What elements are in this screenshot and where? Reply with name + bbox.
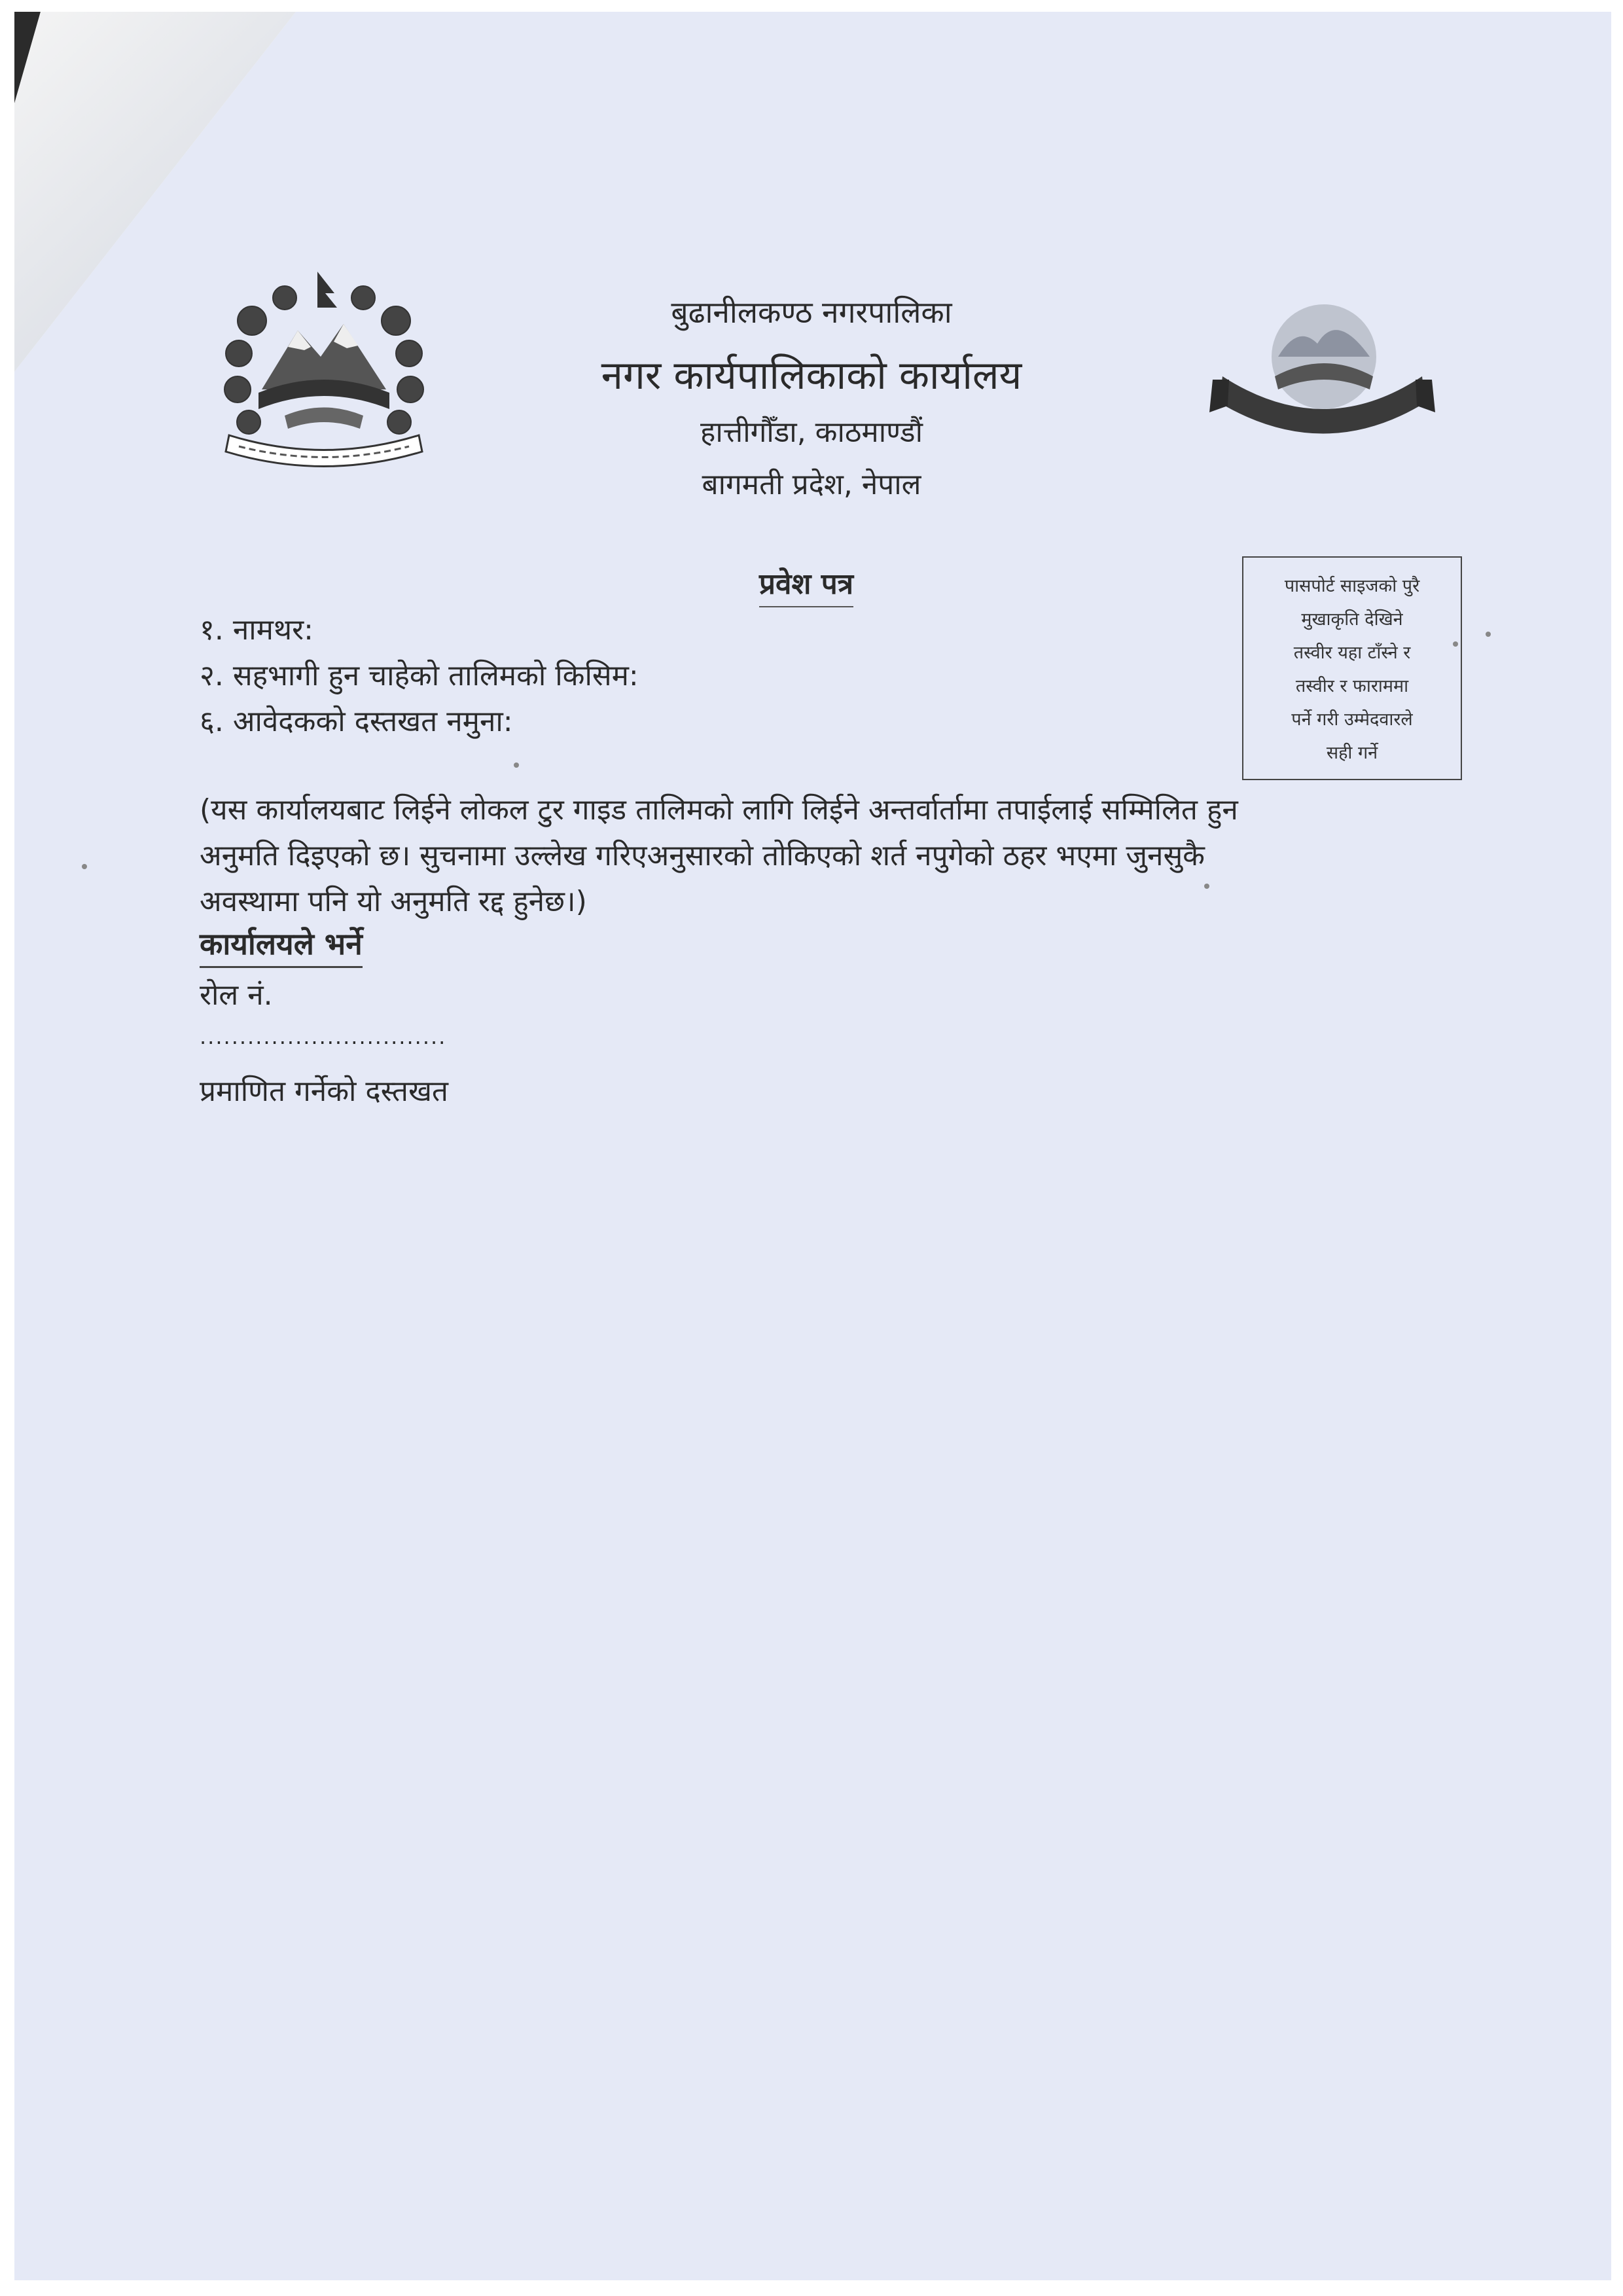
notice-line: अवस्थामा पनि यो अनुमति रद्द हुनेछ।)	[200, 885, 587, 918]
field-training-type: २. सहभागी हुन चाहेको तालिमको किसिम:	[200, 659, 639, 692]
notice-line: (यस कार्यालयबाट लिईने लोकल टुर गाइड तालिमको लागि लिईने अन्तर्वार्तामा तपाईलाई सम्मिलित हुन	[200, 793, 1238, 827]
photo-box-line: तस्वीर र फाराममा	[1295, 676, 1409, 696]
notice-line: अनुमति दिइएको छ। सुचनामा उल्लेख गरिएअनुसारको तोकिएको शर्त नपुगेको ठहर भएमा जुनसुकै	[200, 839, 1205, 872]
form-title: प्रवेश पत्र	[759, 563, 853, 607]
photo-box-line: मुखाकृति देखिने	[1301, 609, 1403, 630]
office-address: हात्तीगौँडा, काठमाण्डौं	[700, 416, 923, 449]
signature-line: ...............................	[200, 1024, 447, 1049]
field-name: १. नामथर:	[200, 613, 313, 647]
scan-speck	[1204, 884, 1209, 889]
certifier-signature-label: प्रमाणित गर्नेको दस्तखत	[200, 1075, 449, 1108]
photo-box-line: पर्ने गरी उम्मेदवारले	[1291, 709, 1413, 730]
scan-speck	[82, 864, 87, 869]
field-signature-sample: ६. आवेदकको दस्तखत नमुना:	[200, 705, 513, 738]
photo-box-line: तस्वीर यहा टाँस्ने र	[1293, 643, 1411, 663]
photo-box-line: सही गर्ने	[1326, 743, 1378, 763]
office-name: नगर कार्यपालिकाको कार्यालय	[601, 353, 1022, 399]
office-use-heading: कार्यालयले भर्ने	[200, 923, 363, 968]
scan-speck	[1486, 632, 1491, 637]
scan-speck	[1453, 641, 1458, 647]
scan-speck	[514, 762, 519, 768]
roll-number-label: रोल नं.	[200, 978, 273, 1012]
photo-box	[1242, 556, 1462, 780]
office-province: बागमती प्रदेश, नेपाल	[702, 468, 921, 501]
photo-box-line: पासपोर्ट साइजको पुरै	[1284, 576, 1420, 596]
municipality-name: बुढानीलकण्ठ नगरपालिका	[671, 295, 952, 330]
